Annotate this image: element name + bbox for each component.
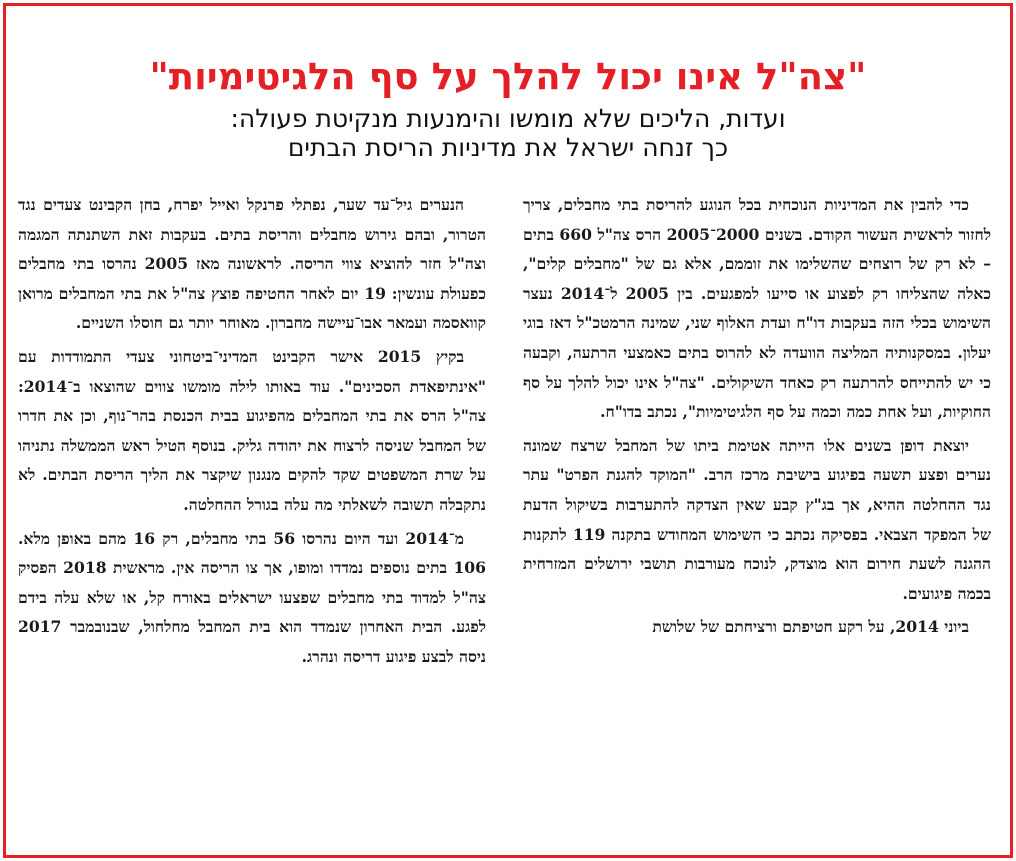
subheadline-line-2: כך זנחה ישראל את מדיניות הריסת הבתים: [287, 133, 729, 162]
article-column-left: [18, 190, 486, 672]
article-paragraph: הנערים גיל־עד שער, נפתלי פרנקל ואייל יפרח, בחן הקבינט צעדים נגד הטרור, ובהם גירוש מחבלים והריסת בתים. בעקבות זאת השתנתה המגמה וצה"ל חזר להוציא צווי הריסה. לראשונה מאז 2005 נהרסו בתי מחבלים כפעולת עונשין: 19 יום לאחר החטיפה פוצץ צה"ל את בתי המחבלים מרואן קוואסמה ועמאר אבו־עיישה מחברון. מאוחר יותר גם חוסלו השניים.: [18, 195, 486, 333]
headline: "צה"ל אינו יכול להלך על סף הלגיטימיות": [149, 55, 867, 98]
article-column-right: [523, 190, 991, 642]
article-paragraph: מ־2014 ועד היום נהרסו 56 בתי מחבלים, רק 16 מהם באופן מלא. 106 בתים נוספים נמדדו ומופו, אך צו הריסה אין. מראשית 2018 הפסיק צה"ל למדוד בתי מחבלים שפצעו ישראלים באורח קל, או שלא עלה בידם לפגע. הבית האחרון שנמדד הוא בית המחבל מחלחול, שבנובמבר 2017 ניסה לבצע פיגוע דריסה ונהרג.: [18, 528, 487, 666]
article-frame: [3, 3, 1013, 858]
article-paragraph: ביוני 2014, על רקע חטיפתם ורציחתם של שלושת: [652, 617, 969, 637]
article-paragraph: כדי להבין את המדיניות הנוכחית בכל הנוגע להריסת בתי מחבלים, צריך לחזור לראשית העשור הקודם. בשנים 2000־2005 הרס צה"ל 660 בתים – לא רק של רוצחים שהשלימו את זוממם, אלא גם של "מחבלים קלים", כאלה שהצליחו רק לפצוע או סייעו למפגעים. בין 2005 ל־2014 נעצר השימוש בכלי הזה בעקבות דו"ח ועדת האלוף שני, שמינה הרמטכ"ל דאז בוגי יעלון. במסקנותיה המליצה הוועדה לא להרוס בתים כאמצעי הרתעה, וקבעה כי יש להתייחס להרתעה רק כאחד השיקולים. "צה"ל אינו יכול להלך על סף החוקיות, ועל אחת כמה וכמה על סף הלגיטימיות", נכתב בדו"ח.: [523, 195, 992, 422]
subheadline-line-1: ועדות, הליכים שלא מומשו והימנעות מנקיטת פעולה:: [230, 104, 786, 133]
subheadline: [6, 104, 1010, 162]
article-paragraph: יוצאת דופן בשנים אלו הייתה אטימת ביתו של המחבל שרצח שמונה נערים ופצע תשעה בפיגוע בישיבת מרכז הרב. "המוקד להגנת הפרט" עתר נגד ההחלטה ההיא, אך בג"ץ קבע שאין הצדקה להתערבות בשיקול הדעת של המפקד הצבאי. בפסיקה נכתב כי השימוש המחודש בתקנה 119 לתקנות ההגנה לשעת חירום הוא מוצדק, לנוכח מעורבות תושבי ירושלים המזרחית בכמה פיגועים.: [523, 435, 991, 603]
article-paragraph: בקיץ 2015 אישר הקבינט המדיני־ביטחוני צעדי התמודדות עם "אינתיפאדת הסכינים". עוד באותו לילה מומשו צווים שהוצאו ב־2014: צה"ל הרס את בתי המחבלים מהפיגוע בבית הכנסת בהר־נוף, וכן את חדרו של המחבל שניסה לרצוח את יהודה גליק. בנוסף הטיל ראש הממשלה נתניהו על שרת המשפטים שקד להקים מנגנון שיקצר את הליך הריסת הבתים. לא נתקבלה תשובה לשאלתי מה עלה בגורל ההחלטה.: [18, 346, 486, 514]
